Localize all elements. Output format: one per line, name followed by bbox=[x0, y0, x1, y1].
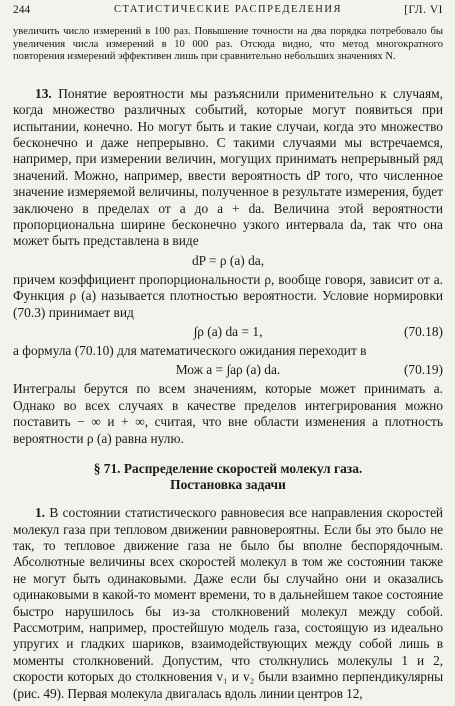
chapter-label: [ГЛ. VI bbox=[404, 4, 443, 16]
formula-70-19 bbox=[13, 359, 443, 381]
equation-tag-70-18: (70.18) bbox=[403, 324, 443, 340]
main-text bbox=[13, 86, 443, 702]
paragraph-density: причем коэффициент пропорциональности ρ, вообще говоря, зависит от a. Функция ρ (a) называется плотностью вероятности. Условие нормировки (70.3) принимает вид bbox=[13, 271, 443, 320]
equation-tag-70-19: (70.19) bbox=[403, 362, 443, 378]
paragraph-13-text: Понятие вероятности мы разъяснили применительно к случаям, когда множество различных событий, которые могут появиться при испытании, конечно. Но могут быть и такие случаи, когда это множество бесконечно и даже непрерывно. С такими случаями мы встречаемся, например, при измерении величин, могущих принимать непрерывный ряд значений. Можно, например, ввести вероятность dP того, что численное значение измеряемой величины, полученное в результате измерения, будет заключено в пределах от a до a + da. Величина этой вероятности пропорциональна ширине бесконечно узкого интервала da, так что она может быть представлена в виде bbox=[13, 85, 443, 249]
running-header bbox=[13, 4, 443, 26]
footnote bbox=[13, 26, 443, 64]
formula-dp-text: dP = ρ (a) da, bbox=[191, 252, 265, 268]
page-number: 244 bbox=[13, 4, 31, 16]
section-title-line-2: Постановка задачи bbox=[170, 477, 286, 493]
paragraph-1-text: В состоянии статистического равновесия все направления скоростей молекул газа при тепловом движении равновероятны. Если бы это было не так, то тепловое движение газа не было бы вполне беспорядочным. Абсолютные величины всех скоростей молекул в том же состоянии также не могут быть одинаковыми. Даже если бы случайно они и оказались одинаковыми в какой-то момент времени, то в дальнейшем такое состояние быстро нарушилось бы из-за столкновений молекул между собой. Рассмотрим, например, простейшую модель газа, состоящую из идеально упругих и гладких шариков, взаимодействующих между собой лишь в моменты столкновений. Допустим, что столкнулись молекулы 1 и 2, скорости которых до столкновения v₁ и v₂ были взаимно перпендикулярны (рис. 49). Первая молекула двигалась вдоль линии центров 12, bbox=[13, 505, 444, 701]
formula-70-19-text: Мож a = ∫aρ (a) da. bbox=[175, 362, 281, 378]
formula-70-18-text: ∫ρ (a) da = 1, bbox=[193, 324, 263, 340]
formula-dp bbox=[13, 250, 443, 272]
section-title-line-1: § 71. Распределение скоростей молекул газа. bbox=[93, 461, 363, 477]
section-heading bbox=[13, 461, 443, 493]
paragraph-number: 13. bbox=[35, 85, 52, 101]
paragraph-1 bbox=[13, 505, 443, 702]
running-title: СТАТИСТИЧЕСКИЕ РАСПРЕДЕЛЕНИЯ bbox=[114, 4, 342, 15]
formula-70-18 bbox=[13, 321, 443, 343]
paragraph-number: 1. bbox=[35, 505, 45, 521]
paragraph-integrals: Интегралы берутся по всем значениям, которые может принимать a. Однако во всех случаях в качестве пределов интегрирования можно поставить − ∞ и + ∞, считая, что вне области изменения a плотность вероятности ρ (a) равна нулю. bbox=[13, 381, 443, 446]
paragraph-expectation: а формула (70.10) для математического ожидания переходит в bbox=[13, 343, 367, 359]
paragraph-13 bbox=[13, 86, 443, 250]
footnote-text: увеличить число измерений в 100 раз. Повышение точности на два порядка потребовало бы увеличения числа измерений в 10 000 раз. Отсюда видно, что метод многократного повторения измерений эффективен лишь при сравнительно небольших значениях N. bbox=[13, 26, 443, 63]
